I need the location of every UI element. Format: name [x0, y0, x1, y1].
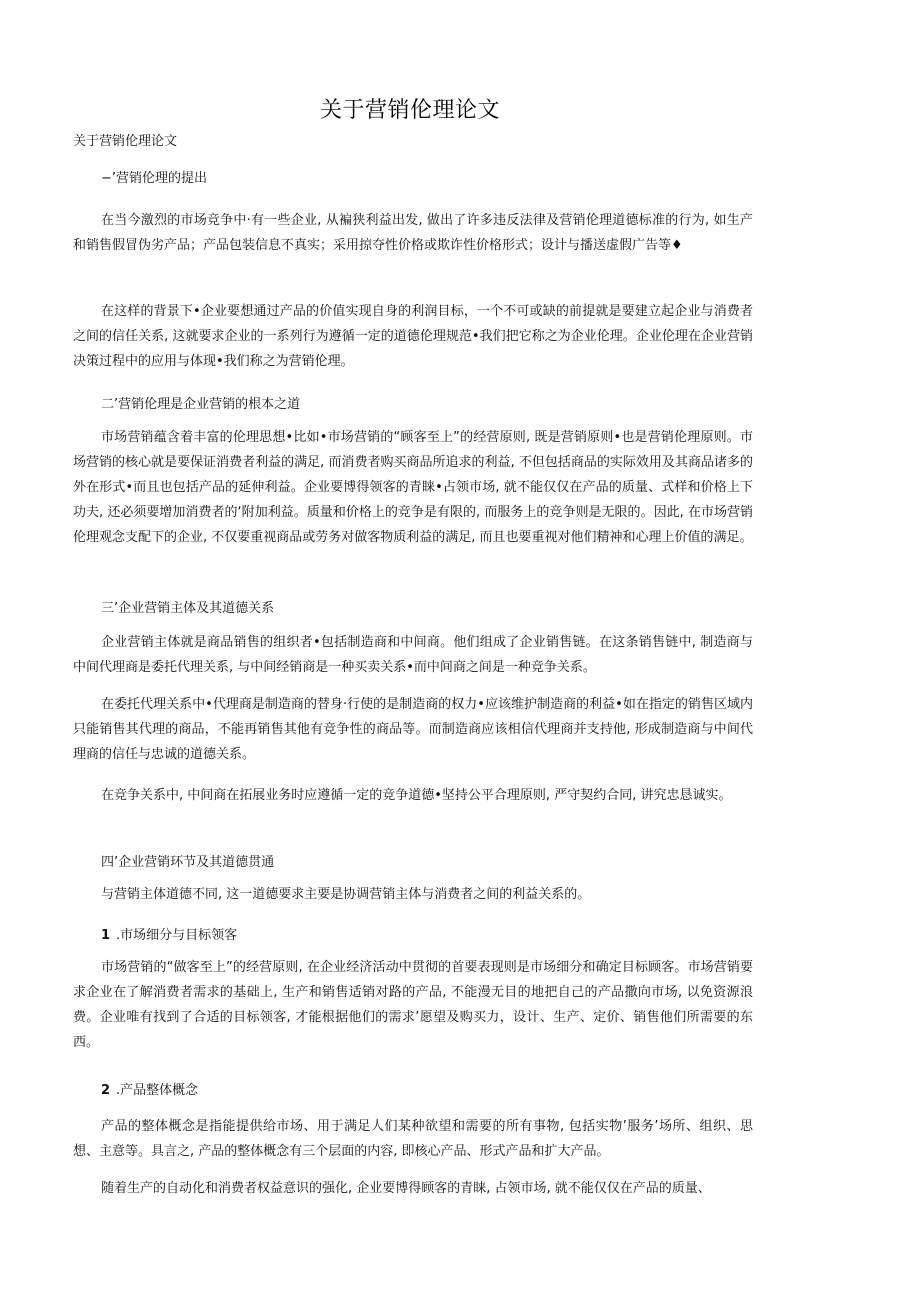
paragraph-9: 产品的整体概念是指能提供给市场、用于满足人们某种欲望和需要的所有事物, 包括实物’服务’场所、组织、思想、主意等。具言之, 产品的整体概念有三个层面的内容, 即核心产品、形式产品和扩大产品。 [73, 1119, 753, 1159]
paragraph-10: 随着生产的自动化和消费者权益意识的强化, 企业要博得顾客的青睐, 占领市场, 就不能仅仅在产品的质量、 [101, 1181, 711, 1196]
paragraph-6: 在竞争关系中, 中间商在拓展业务时应遵循一定的竞争道德•坚持公平合理原则, 严守契约合同, 讲究忠恳诚实。 [101, 788, 732, 803]
paragraph-3: 市场营销蕴含着丰富的伦理思想•比如•市场营销的“顾客至上”的经营原则, 既是营销原则•也是营销伦理原则。市场营销的核心就是要保证消费者利益的满足, 而消费者购买商品所追求的利益, 不但包括商品的实际效用及其商品诸多的外在形式•而且也包括产品的延伸利益。企业要博得领客的青睐•占领市场, 就不能仅仅在产品的质量、式样和价格上下功夫, 还必须要增加消费者的‘附加利益。质量和价格上的竞争是有限的, 而服务上的竞争则是无限的。因此, 在市场营销伦理观念支配下的企业, 不仅要重视商品或劳务对做客物质利益的满足, 而且也要重视对他们精神和心理上价值的满足。 [73, 430, 753, 545]
paragraph-2: 在这样的背景下•企业要想通过产品的价值实现自身的利润目标，一个不可或缺的前提就是要建立起企业与消费者之间的信任关系, 这就要求企业的一系列行为遵循一定的道德伦理规范•我们把它称之为企业伦理。企业伦理在企业营销决策过程中的应用与体现•我们称之为营销伦理。 [73, 304, 753, 369]
section-heading-3: 三’企业营销主体及其道德关系 [101, 601, 275, 616]
document-title: 关于营销伦理论文 [319, 98, 500, 123]
subsection-title: .市场细分与目标领客 [116, 928, 238, 943]
section-heading-2: 二’营销伦理是企业营销的根本之道 [101, 397, 301, 412]
paragraph-1: 在当今激烈的市场竞争中·有一些企业, 从褊狭利益出发, 做出了许多违反法律及营销伦理道德标准的行为, 如生产和销售假冒伪劣产品；产品包装信息不真实；采用掠夺性价格或欺诈性价格形式；设计与播送虚假广告等♦ [73, 213, 753, 253]
section-heading-4: 四’企业营销环节及其道德贯通 [101, 855, 275, 870]
paragraph-7: 与营销主体道德不同, 这一道德要求主要是协调营销主体与消费者之间的利益关系的。 [101, 887, 591, 902]
section-heading-1: −’营销伦理的提出 [101, 171, 208, 186]
paragraph-5: 在委托代理关系中•代理商是制造商的替身·行使的是制造商的权力•应该维护制造商的利益•如在指定的销售区域内只能销售其代理的商品，不能再销售其他有竞争性的商品等。而制造商应该相信代理商并支持他, 形成制造商与中间代理商的信任与忠诚的道德关系。 [73, 697, 753, 762]
subsection-heading-1 [101, 924, 237, 943]
paragraph-4: 企业营销主体就是商品销售的组织者•包括制造商和中间商。他们组成了企业销售链。在这条销售链中, 制造商与中间代理商是委托代理关系, 与中间经销商是一种买卖关系•而中间商之间是一种竞争关系。 [73, 635, 753, 675]
subsection-number: 1 [101, 928, 111, 943]
subsection-number: 2 [101, 1083, 111, 1098]
document-subtitle: 关于营销伦理论文 [73, 134, 178, 149]
paragraph-8: 市场营销的“做客至上”的经营原则, 在企业经济活动中贯彻的首要表现则是市场细分和确定目标顾客。市场营销要求企业在了解消费者需求的基础上, 生产和销售适销对路的产品, 不能漫无目的地把自己的产品撒向市场, 以免资源浪费。企业唯有找到了合适的目标领客, 才能根据他们的需求’愿望及购买力，设计、生产、定价、销售他们所需要的东西。 [73, 960, 753, 1050]
subsection-title: .产品整体概念 [116, 1083, 199, 1098]
subsection-heading-2 [101, 1079, 198, 1098]
